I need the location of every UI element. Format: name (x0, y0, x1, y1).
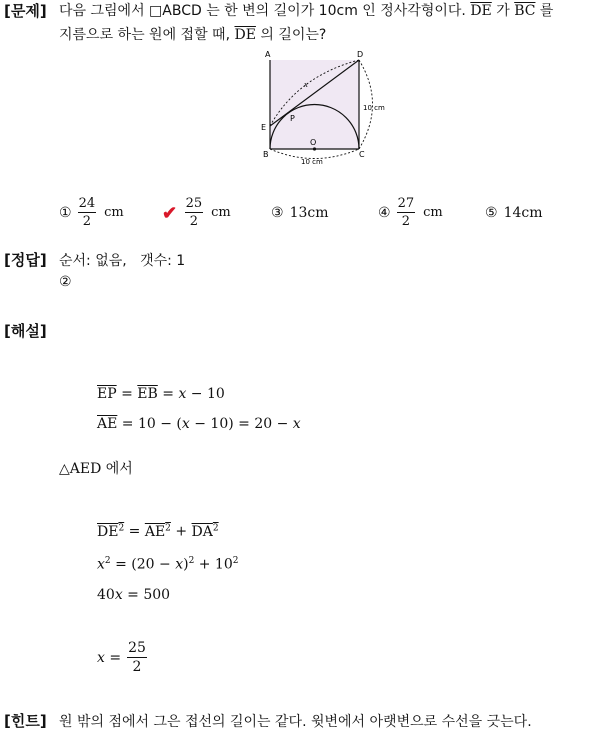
label-o: O (310, 138, 317, 147)
choice-4[interactable] (378, 197, 443, 228)
fraction-denominator: 2 (189, 214, 198, 229)
equation-1: $\overline{EP} = \overline{EB} = x - 10$ (97, 386, 225, 402)
label-p: P (290, 114, 295, 123)
fraction-numerator: 25 (128, 640, 146, 656)
choice-number: ③ (271, 205, 284, 221)
choice-fraction (185, 197, 204, 228)
segment-de: $\overline{DE}$ (470, 3, 492, 19)
problem-label: [문제] (4, 2, 47, 20)
problem-text: 다음 그림에서 □ABCD 는 한 변의 길이가 10cm 인 정사각형이다. (59, 3, 466, 19)
choice-1[interactable] (59, 197, 124, 228)
fraction-numerator: 27 (397, 196, 415, 211)
problem-text: 의 길이는? (260, 27, 327, 43)
choice-text: 13cm (289, 205, 329, 221)
label-side-bottom: 10 cm (301, 158, 323, 166)
fraction-numerator: 24 (78, 196, 96, 211)
choice-unit: cm (211, 205, 231, 220)
hint-text: 원 밖의 점에서 그은 접선의 길이는 같다. 윗변에서 아랫변으로 수선을 긋는다. (59, 714, 532, 730)
hint-label: [힌트] (4, 712, 47, 730)
problem-line-2 (59, 24, 326, 46)
label-e: E (261, 123, 267, 132)
answer-value: ② (59, 274, 72, 290)
choice-unit: cm (104, 205, 124, 220)
choice-unit: cm (423, 205, 443, 220)
label-c: C (359, 150, 365, 159)
segment-de: $\overline{DE}$ (234, 27, 256, 43)
fraction-denominator: 2 (401, 214, 410, 229)
label-d: D (357, 50, 364, 59)
label-x: x (304, 81, 308, 89)
center-point (313, 147, 316, 150)
equation-5: 40x = 500 (97, 587, 171, 603)
problem-text: 를 (539, 3, 554, 19)
label-a: A (265, 50, 271, 59)
fraction-denominator: 2 (82, 214, 91, 229)
choice-3[interactable] (271, 205, 329, 221)
answer-label: [정답] (4, 251, 47, 269)
choice-number: ④ (378, 204, 391, 221)
equation-6 (97, 641, 149, 674)
choice-number: ⑤ (485, 205, 498, 221)
fraction-numerator: 25 (185, 196, 203, 211)
problem-text: 가 (496, 3, 510, 19)
answer-info: 순서: 없음, 갯수: 1 (59, 253, 186, 269)
choice-fraction (397, 197, 416, 228)
equation-6-lhs: x = (97, 649, 122, 666)
square-figure (258, 46, 392, 168)
correct-check-icon: ✔ (162, 203, 178, 224)
segment-bc: $\overline{BC}$ (514, 3, 536, 19)
choice-number: ① (59, 204, 72, 221)
label-b: B (263, 150, 269, 159)
label-side-right: 10 cm (363, 104, 385, 112)
explanation-label: [해설] (4, 322, 47, 340)
equation-2: $\overline{AE} = 10 - (x - 10) = 20 - x$ (97, 416, 301, 432)
equation-6-fraction (127, 641, 147, 674)
fraction-denominator: 2 (132, 659, 142, 675)
problem-text: 지름으로 하는 원에 접할 때, (59, 27, 231, 43)
problem-line-1 (59, 0, 553, 22)
triangle-note: △AED 에서 (59, 461, 133, 477)
equation-4: $x^2 = (20 - x)^2 + 10^2$ (97, 556, 239, 573)
choice-5[interactable] (485, 205, 543, 221)
choice-text: 14cm (503, 205, 543, 221)
choice-fraction (78, 197, 97, 228)
equation-3: $DE^2 = AE^2 + DA^2$ (97, 523, 219, 540)
